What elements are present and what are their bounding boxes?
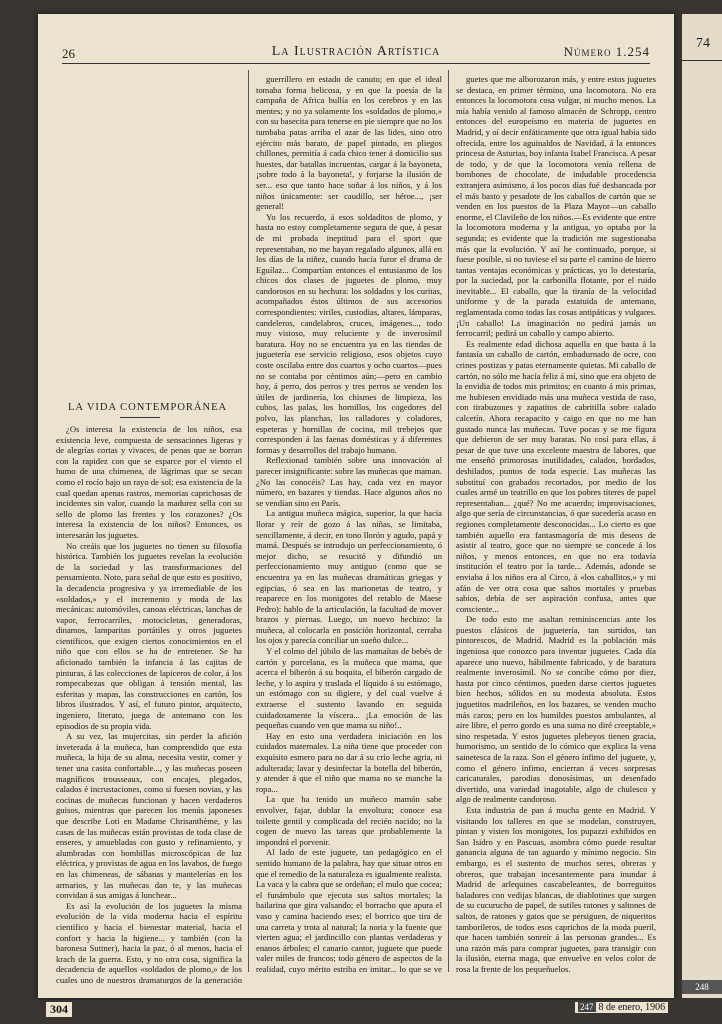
paragraph: A su vez, las mujercitas, sin perder la afición inveterada á la muñeca, han comprendido que esta muñeca, la hija de su alma, necesita vestir, comer y tener una casita confortable..., y las muñecas poseen magníficos trousseaux, con encajes, plegados, calados é incrustaciones, como si fuesen novias, y las cocinas de muñecas funcionan y hacen verdaderos guisos, mientras que parecen los menús japoneses que describe Loti en Madame Chrisanthème, y las casas de las muñecas están provistas de toda clase de enseres, y amuebladas con gusto y refinamiento, y alumbradas con bombillas microscópicas de luz eléctrica, y provistas de agua en los lavabos, de fuego en las chimeneas, de sábanas y mantelerías en los armarios, y las muñecas dan te, y las muñecas convidan á sus amigas á lunchear... (56, 731, 242, 901)
paragraph: Es así la evolución de los juguetes la misma evolución de la vida moderna hacia el espíritu científico y hacia el bienestar material, hacia el confort y hacia la higiene... y también (con la baronesa Suttner), hacia la paz, ó al menos, hacia el krach de la guerra. Esto, y no otra cosa, significa la decadencia de aquellos «soldados de plomo,» de los cuales uno de nuestros dramaturgos de la generación (56, 900, 242, 984)
next-page-rule (682, 60, 722, 61)
article-column-2 (256, 74, 442, 974)
paragraph: Yo los recuerdo, á esos soldaditos de plomo, y hasta no estoy completamente segura de que, á pesar de mi probada ineptitud para el sport que representaban, no me hayan regalado algunos, allá en los días de la niñez, cuando hacía furor el drama de Eguílaz... Compartían entonces el entusiasmo de los chicos dos clases de juguetes de plomo, muy candorosos en su hechura: los soldados y los curitas, acompañados éstos últimos de sus accesorios correspondientes: viriles, custodias, altares, lámparas, candeleros, candelabros, cruces, imágenes..., todo muy vistoso, muy reluciente y de inverosímil baratura. Hoy no se encuentra ya en las tiendas de juguetería ese servicio religioso, esos objetos cuyo coste oscilaba entre dos cuartos y ocho cuartos—pues no se contaba por céntimos aún;—pero en cambio hoy, á perro, dos perros y tres perros se venden los útiles de jardinería, los chismes de limpieza, los cubos, las palas, los hornillos, los cogedores del polvo, las planchas, los ralladores y coladores, espeteras y hornillas de cocina, mil trebejos que corresponden á las faenas domésticas y á diferentes formas y desarrollos del trabajo humano. (256, 211, 442, 455)
paragraph: La que ha tenido un muñeco mamón sabe envolver, fajar, doblar la envoltura; conoce esa toilette gentil y complicada del recién nacido; no la cogen de nuevo las tareas que probablemente la impondrá el porvenir. (256, 794, 442, 847)
column-divider (448, 70, 449, 972)
paragraph: De todo esto me asaltan reminiscencias ante los puestos clásicos de juguetería, tan surtidos, tan pintorescos, de Madrid. Madrid es la población más ingeniosa que conozco para inventar juguetes. Cada día aparece uno nuevo, hábilmente fabricado, y de baratura realmente inverosímil. No se concibe cómo por diez, hasta por cinco céntimos, pueden darse ciertos juguetes bien hechos, sólidos en su modesta absoluta. Estos juguetitos madrileños, en los bazares, se venden mucho más caros; pero en los humildes puestos ambulantes, al aire libre, el perro gordo es una suma no diré creeptable,» sino respetada. Y estos juguetes plebeyos tienen gracia, humorismo, un sentido de lo cómico que explica la vena sainetesca de la raza. Son el género ínfimo del juguete, y, como el género ínfimo, encierran á veces sorpresas caricaturales, parodias donosísimas, un desenfado divertido, una variedad inagotable, algo de chulesco y algo de realmente candoroso. (456, 614, 656, 805)
paragraph: Al lado de este juguete, tan pedagógico en el sentido humano de la palabra, hay que situar otros en que el remedio de la naturaleza es igualmente realista. La vaca y la cabra que se ordeñan; el mulo que cocea; el funámbulo que ejecuta sus saltos mortales; la bailarina que gira valsando; el borracho que apura el vaso y camina haciendo eses; el borrico que tira de una carreta y trota al natural; la noria y la fuente que vierten agua; el jardincillo con plantas verdaderas y enanos árboles; el canario cantor, juguete que puede valer miles de francos; todo género de aspectos de la realidad, cuyo mérito estriba en imitar... lo que se ve (256, 847, 442, 974)
newspaper-page (38, 14, 674, 998)
article-column-1 (56, 424, 242, 984)
paragraph: Y el colmo del júbilo de las mamaítas de bebés de cartón y porcelana, es la muñeca que mama, que acerca el biberón á su boquita, el biberón cargado de leche, y lo aspira y traslada el líquido á su estómago, un estómago con su digiere, y del cual vuelve á extraerse el sustento lavando en seguida cuidadosamente la víscera... ¡La emoción de las pequeñas cuando ven que mama su niño!.. (256, 646, 442, 731)
page-number: 26 (62, 46, 75, 61)
next-page-number: 74 (696, 36, 710, 51)
scan-page-number: 304 (46, 1002, 72, 1017)
column-divider (248, 70, 249, 972)
scan-badge: 247 (580, 1002, 594, 1012)
publication-title: La Ilustración Artística (271, 44, 441, 59)
section-title: LA VIDA CONTEMPORÁNEA (68, 402, 228, 413)
paragraph: guerrillero en estado de canuto; en que el ideal tomaba forma belicosa, y en que la poesía de la campaña de Africa bullía en los cerebros y en las mentes; y no ya solamente los «soldados de plomo,» con su basecita para tenerse en pie siempre que no los tumbaba patas arriba el azar de las lides, sino otro ejército más barato, de papel pintado, en pliegos chillones, permitía á cada chico tener á domicilio sus huestes, dar batallas incruentas, cargar á la bayoneta, ¡sobre todo á la bayoneta!, y forjarse la ilusión de ser... eso que tanto hace soñar á los niños, y á los niños únicamente: ser caudillo, ser héroe..., ¡ser general! (256, 74, 442, 212)
page-header (62, 42, 650, 62)
paragraph: Es realmente edad dichosa aquella en que basta á la fantasía un caballo de cartón, embadurnado de ocre, con crines postizas y patas eternamente quietas. Mi caballo de cartón, no sólo me hacía feliz á mí, sino que era objeto de la envidia de todos mis primitos; en cuanto á mis primas, me hubiesen envidiado más una muñeca vestida de raso, con tirabuzones y zapatitos de cabritilla sobre calado calcetín. Ahora recapacito y caigo en que no me han gustado nunca las muñecas. Tuve pocas y se me figura que debieron de ser muy baratas. No cosí para ellas, á pesar de que tuve una excelente maestra de labores, que me enseñó primorosas inutilidades, calados, bordados, deshilados, puntos de toda especie. Las muñecas las substituí con grabados recortados, por medio de los cuales armé un teatrillo en que los pobres títeres de papel representaban... ¿qué? No me acuerdo; improvisaciones, algo que sería de circunstancias, ó que sucedería acaso en regiones completamente desconocidas... Lo cierto es que también aquello era fantasmagoría de mis deseos de asistir al teatro, goce que no siempre se concede á los niños, y menos entonces, en que no era todavía institución el teatro por la tarde... Además, adonde se enviaba á los niños era al Circo, á «los caballitos,» y mi afán de ver otra cosa que saltos mortales y pruebas sabios, debía de ser aspiración confusa, antes que consciente... (456, 338, 656, 614)
header-rule (62, 63, 650, 64)
scan-date-text: 8 de enero, 1906 (598, 1002, 666, 1013)
paragraph: La antigua muñeca mágica, superior, la que hacía llorar y reír de gozo á las niñas, se limitaba, sencillamente, á decir, en tono llorón y agudo, papá y mamá. Después se introdujo un perfeccionamiento, ó mejor dicho, se resucitó y difundió un perfeccionamiento muy antiguo (como que se encuentra ya en las muñecas dramáticas griegas y egipcias, ó sea en las marionetas de teatro, y reaparece en los monigotes del retablo de Maese Pedro): hablo de la articulación, la facultad de mover brazos y piernas. Luego, un nuevo hechizo: la muñeca, al colocarla en posición horizontal, cerraba los ojos y parecía conciliar un sueño dulce... (256, 508, 442, 646)
paragraph: ¿Os interesa la existencia de los niños, esa existencia leve, compuesta de sensaciones ligeras y de alegrías cortas y vivaces, de penas que se borran con la rapidez con que se esparce por el viento el humo de una chimenea, de lágrimas que se secan como el rocío bajo un rayo de sol; esa existencia de la cual quedan apenas rastros, memorias caprichosas de incidentes sin valor, cuando la madurez sella con su sello de plomo las frentes y los corazones? ¿Os interesa la existencia de los niños? Entonces, os interesarán los juguetes. (56, 424, 242, 540)
paragraph: Esta industria de pan á mucha gente en Madrid. Y visitando los talleres en que se modelan, construyen, pintan y visten los monigotes, los pupazzi exhibidos en San Isidro y en Pascuas, asombra cómo puede resultar ganancia alguna de tan aguardo y mínimo negocio. Sin embargo, es el sustento de muchos seres, obreras y obreros, que trabajan incesantemente para inundar á Madrid de arlequines cascabeleantes, de borreguitos baladores con vedijas blancas, de diablotines que surgen de su cucurucho de papel, de sutiles ratones y saltones de saltos, de ratones y gatos que se persiguen, de niqueritos tamborileros, de todos esos caprichos de la moda pueril, que hacen también sonreír á las personas grandes... Es una razón más para comprar juguetes, para transigir con la ilusión, eterna maga, que envuelve en velos color de rosa la frente de los pequeñuelos. (456, 804, 656, 974)
viewer-footer (0, 1000, 722, 1024)
next-page-edge[interactable] (682, 14, 722, 998)
section-rule (120, 417, 160, 418)
issue-number: Número 1.254 (563, 44, 650, 59)
paragraph: Reflexionad también sobre una innovación al parecer insignificante: sobre las muñecas que maman. ¿No las conocéis? Las hay, cada vez en mayor número, en bazares y tiendas. Hace algunos años no se vendían sino en París. (256, 455, 442, 508)
paragraph: Hay en esto una verdadera iniciación en los cuidados maternales. La niña tiene que proceder con exquisito esmero para no dar á su crío leche agria, ni adulterada; lavar y desinfectar la botella del biberón, y atender á que el niño que mama no se manche la ropa... (256, 730, 442, 794)
paragraph: guetes que me alborozaron más, y entre estos juguetes se destaca, en primer término, una locomotora. No era entonces la locomotora cosa vulgar, ni mucho menos. La mía había venido al famoso almacén de Schropp, centro entonces del europeísmo en materia de juguetes en Madrid, y oí decir enfáticamente que otra igual había sido ofrecida, entre los aguinaldos de Navidad, á la entonces princesa de Asturias, hoy infanta Isabel Francisca. A pesar de todo, y de que la locomotora venía rellena de bombones de chocolate, de indudable procedencia extranjera asimismo, á los pocos días fué desbancada por el más basto y pesadote de los caballos de cartón que se venden en los puestos de la Plaza Mayor—un caballo enorme, el Clavileño de los niños.—Es evidente que entre la locomotora moderna y la antigua, yo optaba por la segunda; es evidente que la tradición me sugestionaba más que la evolución. Y así he continuado, porque, si fuese posible, si no tuviese el su parte el camino de hierro tantas ventajas económicas y prácticas, yo lo detestaría, por la suciedad, por la carbonilla flotante, por el ruido inevitable... El caballo, que la tiranía de la velocidad uniforme y de la parada estatuida de antemano, reglamentada como todas las cosas antipáticas y vulgares. ¡Un caballo! La imaginación no pedirá jamás un ferrocarril; pedirá un caballo y campo abierto. (456, 74, 656, 339)
article-column-3 (456, 74, 656, 974)
paragraph: No creáis que los juguetes no tienen su filosofía histórica. También los juguetes revelan la evolución de la sociedad y las transformaciones del pensamiento. Noto, para señal de que esto es positivo, la decadencia progresiva y ya irremediable de los «soldados,» y el incremento y moda de las mecánicas: automóviles, canoas eléctricas, lanchas de vapor, ferrocarriles, motocicletas, generadoras, dinamos, lamparitas portátiles y otros juguetes científicos, que exigen ciertos conocimientos en el niño que con ellos se ha de entretener. Se ha aficionado también la infancia á las cajitas de pinturas, á las colecciones de lapiceros de color, á los rompecabezas que obligan á tensión mental, las esferitas y mapas, las construcciones en cartón, los libros ilustrados. Y así, el futuro pintor, arquitecto, ingeniero, literato, juega de antemano con los episodios de su propia vida. (56, 540, 242, 731)
scan-date (575, 1002, 668, 1013)
next-page-tab: 248 (682, 980, 722, 994)
